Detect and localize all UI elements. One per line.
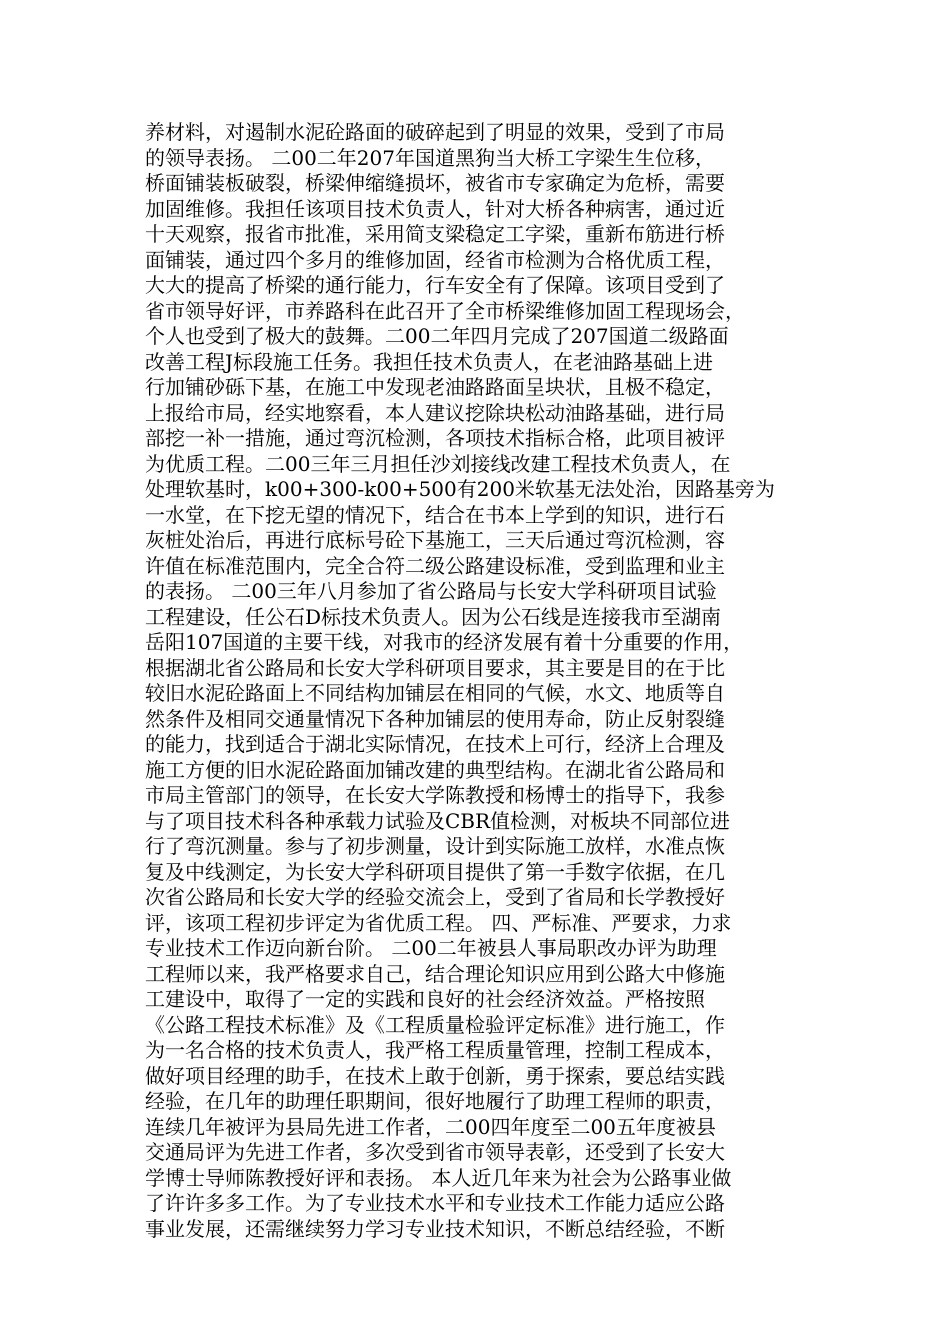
text-line: 面铺装，通过四个多月的维修加固，经省市检测为合格优质工程，: [145, 247, 725, 272]
text-line: 为一名合格的技术负责人，我严格工程质量管理，控制工程成本，: [145, 1038, 725, 1062]
text-line: 十天观察，报省市批准，采用简支梁稳定工字梁，重新布筋进行桥: [145, 222, 725, 246]
text-line: 桥面铺装板破裂，桥梁伸缩缝损坏，被省市专家确定为危桥，需要: [145, 171, 725, 195]
text-line: 行了弯沉测量。参与了初步测量，设计到实际施工放样，水准点恢: [145, 834, 725, 858]
body-text: [145, 120, 805, 1242]
text-line: 了许许多多工作。为了专业技术水平和专业技术工作能力适应公路: [145, 1191, 725, 1215]
text-line: 灰桩处治后，再进行底标号砼下基施工，三天后通过弯沉检测，容: [145, 528, 725, 552]
text-line: 学博士导师陈教授好评和表扬。 本人近几年来为社会为公路事业做: [145, 1165, 732, 1190]
text-line: 评，该项工程初步评定为省优质工程。 四、严标准、严要求，力求: [145, 910, 732, 935]
text-line: 上报给市局，经实地察看，本人建议挖除块松动油路基础，进行局: [145, 400, 725, 425]
text-line: 经验，在几年的助理任职期间，很好地履行了助理工程师的职责，: [145, 1089, 725, 1113]
text-line: 处理软基时，k00+300-k00+500有200米软基无法处治，因路基旁为: [145, 477, 775, 501]
text-line: 工程建设，任公石D标技术负责人。因为公石线是连接我市至湖南: [145, 604, 722, 629]
text-line: 根据湖北省公路局和长安大学科研项目要求，其主要是目的在于比: [145, 655, 725, 680]
text-line: 与了项目技术科各种承载力试验及CBR值检测，对板块不同部位进: [145, 808, 731, 833]
text-line: 行加铺砂砾下基，在施工中发现老油路路面呈块状，且极不稳定，: [145, 375, 725, 399]
text-line: 加固维修。我担任该项目技术负责人，针对大桥各种病害，通过近: [145, 196, 725, 221]
text-line: 为优质工程。二00三年三月担任沙刘接线改建工程技术负责人，在: [145, 451, 731, 476]
text-line: 然条件及相同交通量情况下各种加铺层的使用寿命，防止反射裂缝: [145, 706, 725, 731]
text-line: 养材料，对遏制水泥砼路面的破碎起到了明显的效果，受到了市局: [145, 120, 725, 144]
text-line: 连续几年被评为县局先进工作者，二00四年度至二00五年度被县: [145, 1114, 716, 1139]
text-line: 工程师以来，我严格要求自己，结合理论知识应用到公路大中修施: [145, 961, 725, 986]
text-line: 工建设中，取得了一定的实践和良好的社会经济效益。严格按照: [145, 987, 705, 1011]
text-line: 的能力，找到适合于湖北实际情况，在技术上可行，经济上合理及: [145, 732, 725, 756]
text-line: 的表扬。 二00三年八月参加了省公路局与长安大学科研项目试验: [145, 579, 717, 603]
text-line: 交通局评为先进工作者，多次受到省市领导表彰，还受到了长安大: [145, 1140, 725, 1164]
text-line: 岳阳107国道的主要干线，对我市的经济发展有着十分重要的作用，: [145, 630, 744, 654]
text-line: 做好项目经理的助手，在技术上敢于创新，勇于探索，要总结实践: [145, 1063, 725, 1088]
text-line: 省市领导好评，市养路科在此召开了全市桥梁维修加固工程现场会，: [145, 298, 745, 323]
text-line: 大大的提高了桥梁的通行能力，行车安全有了保障。该项目受到了: [145, 273, 725, 297]
text-line: 复及中线测定，为长安大学科研项目提供了第一手数字依据，在几: [145, 859, 725, 884]
text-line: 《公路工程技术标准》及《工程质量检验评定标准》进行施工，作: [145, 1012, 725, 1037]
text-line: 较旧水泥砼路面上不同结构加铺层在相同的气候，水文、地质等自: [145, 681, 725, 705]
text-line: 事业发展，还需继续努力学习专业技术知识，不断总结经验，不断: [145, 1216, 725, 1241]
text-line: 施工方便的旧水泥砼路面加铺改建的典型结构。在湖北省公路局和: [145, 757, 725, 782]
text-line: 许值在标准范围内，完全合符二级公路建设标准，受到监理和业主: [145, 553, 725, 578]
text-line: 部挖一补一措施，通过弯沉检测，各项技术指标合格，此项目被评: [145, 426, 725, 450]
text-line: 改善工程J标段施工任务。我担任技术负责人，在老油路基础上进: [145, 349, 714, 374]
text-line: 一水堂，在下挖无望的情况下，结合在书本上学到的知识，进行石: [145, 502, 725, 527]
text-line: 市局主管部门的领导，在长安大学陈教授和杨博士的指导下，我参: [145, 783, 725, 807]
text-line: 次省公路局和长安大学的经验交流会上，受到了省局和长学教授好: [145, 885, 725, 909]
text-line: 专业技术工作迈向新台阶。 二00二年被县人事局职改办评为助理: [145, 936, 717, 960]
text-line: 的领导表扬。 二00二年207年国道黑狗当大桥工字梁生生位移，: [145, 145, 715, 170]
text-line: 个人也受到了极大的鼓舞。二00二年四月完成了207国道二级路面: [145, 324, 729, 348]
